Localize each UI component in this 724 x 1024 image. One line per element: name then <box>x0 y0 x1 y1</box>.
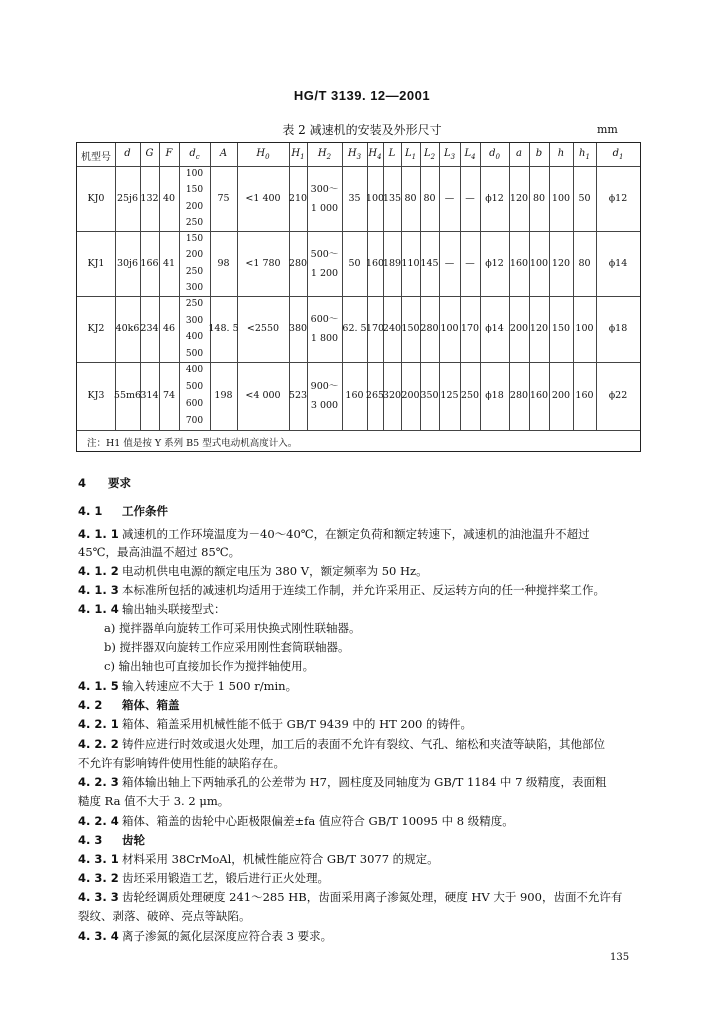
table-cell: 280 <box>420 323 439 334</box>
table-cell: 25j6 <box>116 192 139 204</box>
table-cell: 50 <box>348 257 361 269</box>
table-cell: 265 <box>365 390 385 401</box>
table-cell: 900～ 3 000 <box>310 381 339 411</box>
table-unit: mm <box>597 123 618 136</box>
table-header-cell: $L_2$ <box>423 148 436 161</box>
table-cell: 120 <box>509 192 529 204</box>
table-header-cell: L <box>388 148 396 159</box>
table-row-line <box>77 231 640 232</box>
table-column-line <box>460 143 461 430</box>
table-header-cell: $H_2$ <box>317 148 332 161</box>
table-column-line <box>509 143 510 430</box>
table-cell: 135 <box>382 192 402 204</box>
table-cell: 523 <box>288 390 308 401</box>
table-cell: ϕ14 <box>485 323 504 334</box>
table-cell: 240 <box>382 323 402 334</box>
table-cell: 350 <box>420 390 439 401</box>
table-cell: 250 <box>460 390 480 401</box>
table-cell: 234 <box>140 323 159 334</box>
section-4-heading: 4 要求 <box>78 476 131 490</box>
table-cell: 198 <box>214 390 233 401</box>
dimensions-table <box>76 142 641 452</box>
page-number: 135 <box>610 952 630 963</box>
clause-4-3-1: 4. 3. 1 材料采用 38CrMoAl，机械性能应符合 GB/T 3077 的规定。 <box>78 852 439 866</box>
table-cell: <1 780 <box>245 257 281 269</box>
table-cell: KJ0 <box>87 192 105 204</box>
clause-4-3-3: 4. 3. 3 齿轮经调质处理硬度 241～285 HB，齿面采用离子渗氮处理，硬度 HV 大于 900，齿面不允许有 <box>78 890 623 904</box>
clause-4-2-3-cont: 糙度 Ra 值不大于 3. 2 μm。 <box>78 794 230 808</box>
table-cell: KJ1 <box>87 257 105 269</box>
table-header-cell: h <box>557 148 565 159</box>
table-column-line <box>179 143 180 430</box>
table-cell: ϕ22 <box>608 390 628 401</box>
table-cell: 189 <box>382 257 402 269</box>
table-cell: 40 <box>162 192 176 204</box>
table-dc-value: 500 <box>185 348 204 359</box>
list-item-c: c) 输出轴也可直接加长作为搅拌轴使用。 <box>104 659 315 673</box>
table-column-line <box>420 143 421 430</box>
table-dc-value: 250 <box>185 217 204 228</box>
table-header-cell: $H_4$ <box>368 148 382 161</box>
table-dc-value: 150 <box>185 234 204 244</box>
clause-4-1-5: 4. 1. 5 输入转速应不大于 1 500 r/min。 <box>78 679 298 693</box>
table-cell: <1 400 <box>245 192 281 204</box>
table-cell: 75 <box>217 192 230 204</box>
table-cell: — <box>444 192 455 204</box>
table-header-cell: $L_3$ <box>443 148 456 161</box>
table-cell: ϕ18 <box>485 390 504 401</box>
table-cell: 170 <box>365 323 385 334</box>
table-header-cell: $H_1$ <box>291 148 305 161</box>
table-cell: 62. 5 <box>342 323 367 334</box>
section-4-3-heading: 4. 3 齿轮 <box>78 833 145 847</box>
table-header-cell: $d_0$ <box>489 148 500 161</box>
table-cell: — <box>465 257 475 269</box>
table-column-line <box>401 143 402 430</box>
table-cell: <4 000 <box>245 390 281 401</box>
table-cell: 160 <box>509 257 529 269</box>
table-header-cell: a <box>516 148 522 159</box>
clause-4-1-4: 4. 1. 4 输出轴头联接型式： <box>78 602 226 616</box>
clause-4-1-2: 4. 1. 2 电动机供电电源的额定电压为 380 V，额定频率为 50 Hz。 <box>78 564 428 578</box>
table-cell: 120 <box>551 257 571 269</box>
table-header-cell: A <box>219 148 228 159</box>
table-cell: 120 <box>529 323 549 334</box>
table-title: 表 2 减速机的安装及外形尺寸 <box>282 123 442 137</box>
table-column-line <box>237 143 238 430</box>
table-column-line <box>289 143 290 430</box>
table-cell: ϕ12 <box>485 257 504 269</box>
table-cell: 500～ 1 200 <box>310 248 339 279</box>
table-cell: 200 <box>551 390 571 401</box>
table-cell: 46 <box>162 323 176 334</box>
table-header-cell: $d_c$ <box>189 148 200 161</box>
table-cell: ϕ12 <box>608 192 628 204</box>
clause-4-1-1: 4. 1. 1 减速机的工作环境温度为－40～40℃，在额定负荷和额定转速下，减速机的油池温升不超过 <box>78 527 590 541</box>
table-cell: 200 <box>401 390 420 401</box>
table-dc-value: 500 <box>185 382 204 392</box>
clause-4-1-3: 4. 1. 3 本标准所包括的减速机均适用于连续工作制，并允许采用正、反运转方向的任一种搅拌桨工作。 <box>78 583 605 597</box>
clause-4-2-3: 4. 2. 3 箱体输出轴上下两轴承孔的公差带为 H7，圆柱度及同轴度为 GB/T 1184 中 7 级精度，表面粗 <box>78 775 607 789</box>
table-header-cell: G <box>145 148 154 159</box>
table-cell: 314 <box>140 390 159 401</box>
table-dc-value: 700 <box>185 416 204 426</box>
table-column-line <box>596 143 597 430</box>
table-column-line <box>210 143 211 430</box>
table-cell: 100 <box>575 323 594 334</box>
clause-4-3-3-cont: 裂纹、剥落、破碎、亮点等缺陷。 <box>78 909 251 923</box>
table-cell: ϕ14 <box>608 257 628 269</box>
table-cell: 210 <box>288 192 308 204</box>
table-header-cell: d <box>124 148 131 159</box>
table-dc-value: 300 <box>185 282 204 293</box>
table-cell: 380 <box>288 323 308 334</box>
table-column-line <box>342 143 343 430</box>
table-column-line <box>439 143 440 430</box>
table-column-line <box>140 143 141 430</box>
clause-4-2-4: 4. 2. 4 箱体、箱盖的齿轮中心距极限偏差±fa 值应符合 GB/T 10095 中 8 级精度。 <box>78 814 514 828</box>
table-header-cell: $H_3$ <box>347 148 362 161</box>
table-cell: 110 <box>401 257 420 269</box>
table-cell: ϕ18 <box>608 323 628 334</box>
list-item-b: b) 搅拌器双向旋转工作应采用刚性套筒联轴器。 <box>104 640 350 654</box>
table-cell: 30j6 <box>116 257 139 269</box>
table-row-line <box>77 430 640 431</box>
table-row-line <box>77 296 640 297</box>
table-header-cell: b <box>535 148 543 159</box>
table-cell: — <box>465 192 475 204</box>
table-cell: 100 <box>551 192 571 204</box>
table-cell: 300～ 1 000 <box>310 183 339 214</box>
table-cell: 150 <box>401 323 420 334</box>
section-4-1-heading: 4. 1 工作条件 <box>78 504 168 518</box>
clause-4-1-1-cont: 45℃，最高油温不超过 85℃。 <box>78 545 241 559</box>
table-header-cell: F <box>165 148 173 159</box>
table-cell: 74 <box>162 390 176 401</box>
table-header-cell: $L_1$ <box>404 148 417 161</box>
table-cell: 170 <box>460 323 480 334</box>
table-cell: 160 <box>365 257 385 269</box>
clause-4-2-1: 4. 2. 1 箱体、箱盖采用机械性能不低于 GB/T 9439 中的 HT 200 的铸件。 <box>78 717 473 731</box>
table-cell: 100 <box>529 257 549 269</box>
table-row-line <box>77 166 640 167</box>
table-column-line <box>573 143 574 430</box>
table-cell: 80 <box>423 192 436 204</box>
table-column-line <box>383 143 384 430</box>
table-cell: 280 <box>288 257 308 269</box>
table-cell: 80 <box>532 192 546 204</box>
clause-4-2-2-cont: 不允许有影响铸件使用性能的缺陷存在。 <box>78 756 285 770</box>
table-cell: 41 <box>162 257 176 269</box>
table-column-line <box>480 143 481 430</box>
table-cell: 200 <box>509 323 529 334</box>
table-cell: 600～ 1 800 <box>310 314 339 344</box>
table-cell: 98 <box>217 257 230 269</box>
table-dc-value: 400 <box>185 332 204 342</box>
table-cell: 160 <box>529 390 549 401</box>
table-column-line <box>115 143 116 430</box>
table-cell: 80 <box>578 257 591 269</box>
table-cell: 125 <box>440 390 459 401</box>
table-header-cell: $d_1$ <box>612 148 624 161</box>
table-cell: — <box>444 257 455 269</box>
table-cell: 280 <box>509 390 529 401</box>
table-cell: 35 <box>348 192 361 204</box>
clause-4-3-4: 4. 3. 4 离子渗氮的氮化层深度应符合表 3 要求。 <box>78 929 333 943</box>
table-cell: 160 <box>345 390 364 401</box>
table-cell: <2550 <box>246 323 280 334</box>
table-cell: 40k6 <box>115 323 140 334</box>
table-column-line <box>367 143 368 430</box>
table-dc-value: 200 <box>185 201 204 212</box>
table-cell: ϕ12 <box>485 192 504 204</box>
table-dc-value: 400 <box>185 365 204 375</box>
clause-4-3-2: 4. 3. 2 齿坯采用锻造工艺，锻后进行正火处理。 <box>78 871 329 885</box>
table-column-line <box>159 143 160 430</box>
table-cell: 160 <box>575 390 594 401</box>
table-cell: 132 <box>140 192 159 204</box>
list-item-a: a) 搅拌器单向旋转工作可采用快换式刚性联轴器。 <box>104 621 361 635</box>
table-dc-value: 250 <box>185 266 204 277</box>
table-cell: 100 <box>365 192 385 204</box>
table-note: 注：H1 值是按 Y 系列 B5 型式电动机高度计入。 <box>87 438 298 449</box>
table-cell: 80 <box>404 192 417 204</box>
table-cell: 55m6 <box>113 390 142 401</box>
table-cell: 320 <box>382 390 402 401</box>
table-cell: 166 <box>140 257 159 269</box>
clause-4-2-2: 4. 2. 2 铸件应进行时效或退火处理，加工后的表面不允许有裂纹、气孔、缩松和夹渣等缺陷，其他部位 <box>78 737 605 751</box>
table-cell: 148. 5 <box>208 323 239 334</box>
section-4-2-heading: 4. 2 箱体、箱盖 <box>78 698 180 712</box>
table-dc-value: 600 <box>185 399 204 409</box>
table-cell: 100 <box>440 323 459 334</box>
table-cell: KJ3 <box>87 390 105 401</box>
table-header-cell: $h_1$ <box>579 148 590 161</box>
table-dc-value: 250 <box>185 299 204 309</box>
table-cell: KJ2 <box>87 323 105 334</box>
document-header: HG/T 3139. 12—2001 <box>293 88 431 103</box>
table-dc-value: 200 <box>185 250 204 261</box>
table-column-line <box>529 143 530 430</box>
table-header-cell: $L_4$ <box>464 148 476 161</box>
table-dc-value: 300 <box>185 315 204 326</box>
table-column-line <box>549 143 550 430</box>
table-dc-value: 150 <box>185 185 204 196</box>
table-header-cell: 机型号 <box>81 152 111 163</box>
table-cell: 50 <box>578 192 591 204</box>
table-cell: 145 <box>420 257 439 269</box>
table-row-line <box>77 362 640 363</box>
table-column-line <box>307 143 308 430</box>
table-header-cell: $H_0$ <box>256 148 270 161</box>
table-cell: 150 <box>551 323 571 334</box>
table-dc-value: 100 <box>185 169 204 179</box>
